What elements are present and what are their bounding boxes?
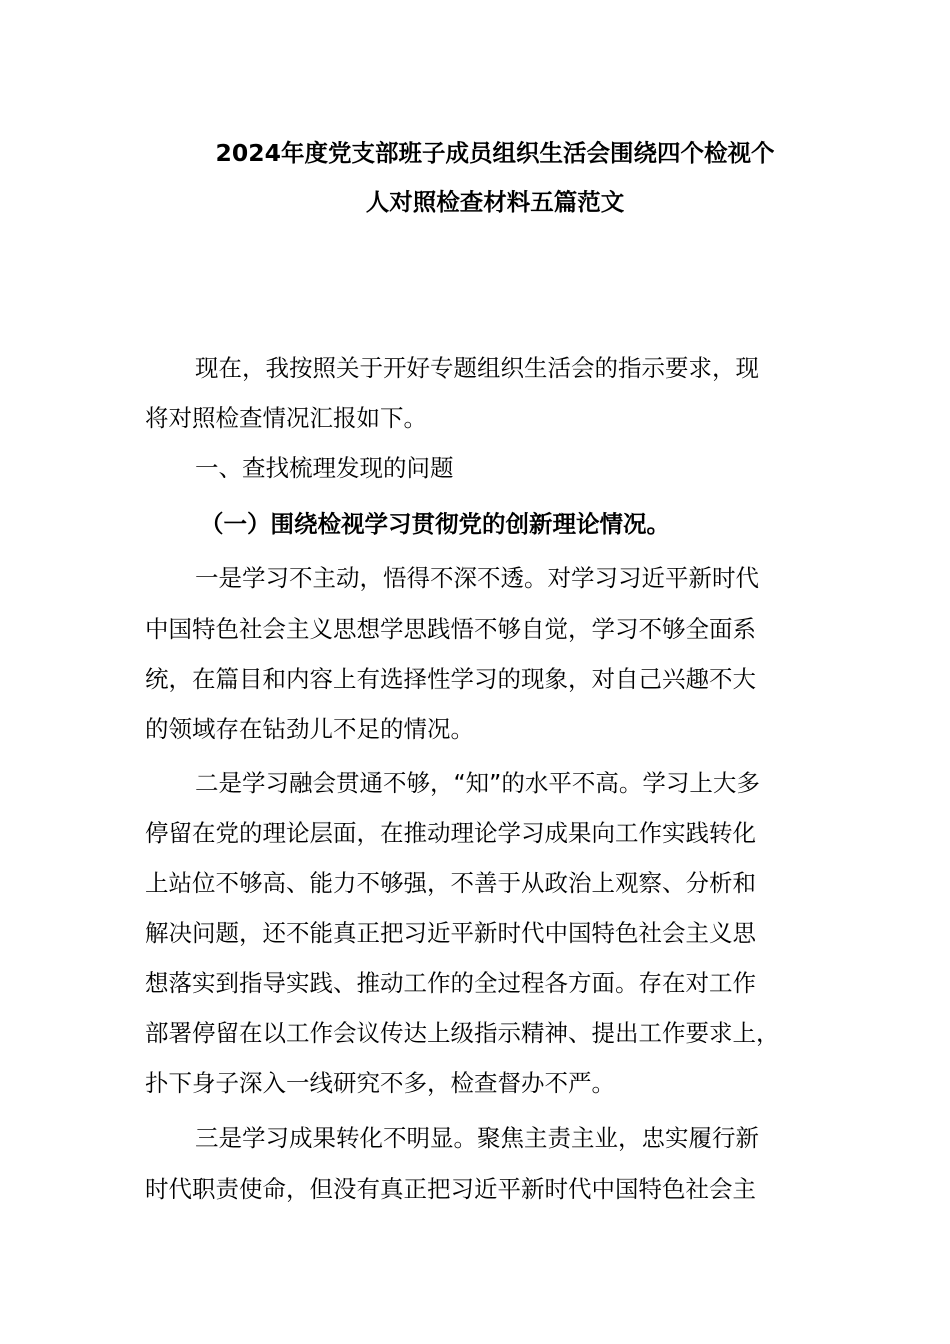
point-2-line: 二是学习融会贯通不够，“知”的水平不高。学习上大多 [195,769,760,797]
point-3-line: 时代职责使命，但没有真正把习近平新时代中国特色社会主 [145,1175,756,1203]
point-2-line: 解决问题，还不能真正把习近平新时代中国特色社会主义思 [145,919,756,947]
subsection-heading: （一）围绕检视学习贯彻党的创新理论情况。 [200,510,670,538]
point-2-line: 停留在党的理论层面，在推动理论学习成果向工作实践转化 [145,819,756,847]
point-2-line: 上站位不够高、能力不够强，不善于从政治上观察、分析和 [145,869,756,897]
point-1-line: 一是学习不主动，悟得不深不透。对学习习近平新时代 [195,564,759,592]
point-1-line: 的领域存在钻劲儿不足的情况。 [145,715,474,743]
document-title-line-2: 人对照检查材料五篇范文 [365,188,625,216]
point-3-line: 三是学习成果转化不明显。聚焦主责主业，忠实履行新 [195,1124,759,1152]
point-2-line: 部署停留在以工作会议传达上级指示精神、提出工作要求上， [145,1019,780,1047]
point-2-line: 想落实到指导实践、推动工作的全过程各方面。存在对工作 [145,969,756,997]
intro-paragraph-line: 现在，我按照关于开好专题组织生活会的指示要求，现 [195,354,759,382]
document-title-line-1: 2024年度党支部班子成员组织生活会围绕四个检视个 [215,139,775,167]
intro-paragraph-line: 将对照检查情况汇报如下。 [145,404,427,432]
point-1-line: 统，在篇目和内容上有选择性学习的现象，对自己兴趣不大 [145,665,756,693]
section-heading: 一、查找梳理发现的问题 [195,454,454,482]
point-1-line: 中国特色社会主义思想学思践悟不够自觉，学习不够全面系 [145,615,756,643]
point-2-line: 扑下身子深入一线研究不多，检查督办不严。 [145,1069,615,1097]
